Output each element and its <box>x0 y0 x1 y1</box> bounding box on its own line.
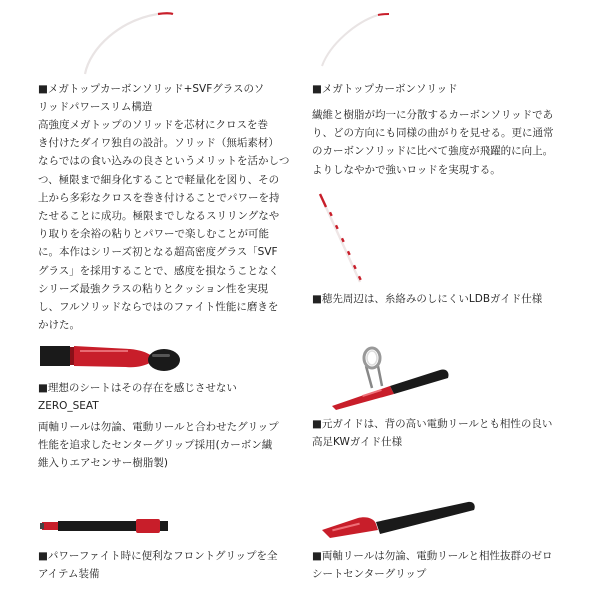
mega-top-svf-heading-line1: ■メガトップカーボンソリッド+SVFグラスのソ <box>38 83 265 95</box>
kw-guide-heading-line2: 高足KWガイド仕様 <box>312 436 403 448</box>
front-grip-cap <box>160 521 168 531</box>
bent-tip-white <box>85 14 158 74</box>
body-line: 維入りエアセンサー樹脂製) <box>38 457 168 470</box>
front-grip-heading <box>38 547 300 583</box>
body-line: 繊維と樹脂が均一に分散するカーボンソリッドであ <box>312 109 554 121</box>
front-grip-heading-line1: ■パワーファイト時に便利なフロントグリップを全 <box>38 550 278 562</box>
tip-blank <box>320 194 360 282</box>
body-line: たせることに成功。極限までしなるスリリングなや <box>38 210 280 223</box>
grip-black <box>376 502 475 534</box>
body-line: 両軸リールは勿論、電動リールと合わせたグリップ <box>38 421 279 433</box>
mega-top-svf-heading-line2: リッドパワースリム構造 <box>38 101 153 113</box>
ldb-guide-tip-image <box>312 190 372 290</box>
body-line: し、フルソリッドならではのファイト性能に磨きを <box>38 301 279 314</box>
seat-hood-black <box>148 349 180 371</box>
grip-black-left <box>40 346 70 366</box>
body-line: つ、極限まで細身化することで軽量化を図り、その <box>38 173 280 186</box>
rod-butt-black <box>390 369 449 394</box>
zero-seat-heading-line1: ■理想のシートはその存在を感じさせない <box>38 382 237 394</box>
hood-gloss <box>152 354 170 357</box>
bent-tip-red <box>378 14 389 15</box>
zero-seat-body <box>38 418 290 473</box>
seat-ring <box>70 347 74 365</box>
body-line: シリーズ最強クラスの粘りとクッション性を実現 <box>38 282 268 295</box>
body-line: 高強度メガトップのソリッドを芯材にクロスを巻 <box>38 119 269 131</box>
ldb-guide-heading: ■穂先周辺は、糸絡みのしにくいLDBガイド仕様 <box>312 293 543 305</box>
zero-seat-heading-line2: ZERO_SEAT <box>38 400 99 412</box>
kw-guide-heading <box>312 415 594 451</box>
mega-top-heading: ■メガトップカーボンソリッド <box>312 83 458 95</box>
guide-leg <box>378 366 382 386</box>
body-line: グラス」を採用することで、感度を損なうことなく <box>38 264 279 277</box>
kw-guide-image <box>332 340 452 410</box>
kw-guide-heading-line1: ■元ガイドは、背の高い電動リールとも相性の良い <box>312 418 553 430</box>
front-grip-red <box>136 519 160 533</box>
mega-top-body <box>312 106 574 179</box>
body-line: 上から多彩なクロスを巻き付けることでパワーを持 <box>38 191 280 204</box>
body-line: り取りを余裕の粘りとパワーで楽しむことが可能 <box>38 228 269 241</box>
seat-body-red <box>74 346 152 367</box>
front-grip-image <box>40 512 180 552</box>
center-grip-heading-line1: ■両軸リールは勿論、電動リールと相性抜群のゼロ <box>312 550 553 562</box>
rear-grip-black <box>58 521 136 531</box>
front-grip-heading-line2: アイテム装備 <box>38 568 100 580</box>
seat-red <box>322 517 378 538</box>
body-line: 性能を追求したセンターグリップ採用(カーボン繊 <box>38 439 273 452</box>
body-line: き付けたダイワ独自の設計。ソリッド（無垢素材） <box>38 137 279 150</box>
body-line: よりしなやかで強いロッドを実現する。 <box>312 163 501 176</box>
body-line: り、どの方向にも同様の曲がりを見せる。更に通常 <box>312 127 554 140</box>
rod-blank-red <box>332 386 394 410</box>
seat-highlight <box>80 350 128 352</box>
body-line: に。本作はシリーズ初となる超高密度グラス「SVF <box>38 246 278 259</box>
mega-top-svf-tip-image <box>80 8 220 78</box>
bent-tip-red <box>158 13 173 14</box>
body-line: かけた。 <box>38 319 80 332</box>
body-line: のカーボンソリッドに比べて強度が飛躍的に向上。 <box>312 145 554 158</box>
center-grip-heading <box>312 547 594 583</box>
mega-top-tip-image <box>316 10 436 80</box>
bent-tip-white <box>322 15 378 66</box>
tip-red-section <box>320 194 326 207</box>
zero-seat-image <box>40 340 200 380</box>
body-line: ならではの食い込みの良さというメリットを活かしつ <box>38 155 290 168</box>
butt-ring <box>40 523 44 529</box>
guide-ring-inner <box>367 351 377 365</box>
center-grip-image <box>318 496 478 546</box>
mega-top-svf-heading <box>38 80 280 116</box>
center-grip-heading-line2: シートセンターグリップ <box>312 568 427 580</box>
mega-top-svf-body <box>38 116 290 334</box>
zero-seat-heading <box>38 379 290 415</box>
butt-cap <box>42 522 58 530</box>
